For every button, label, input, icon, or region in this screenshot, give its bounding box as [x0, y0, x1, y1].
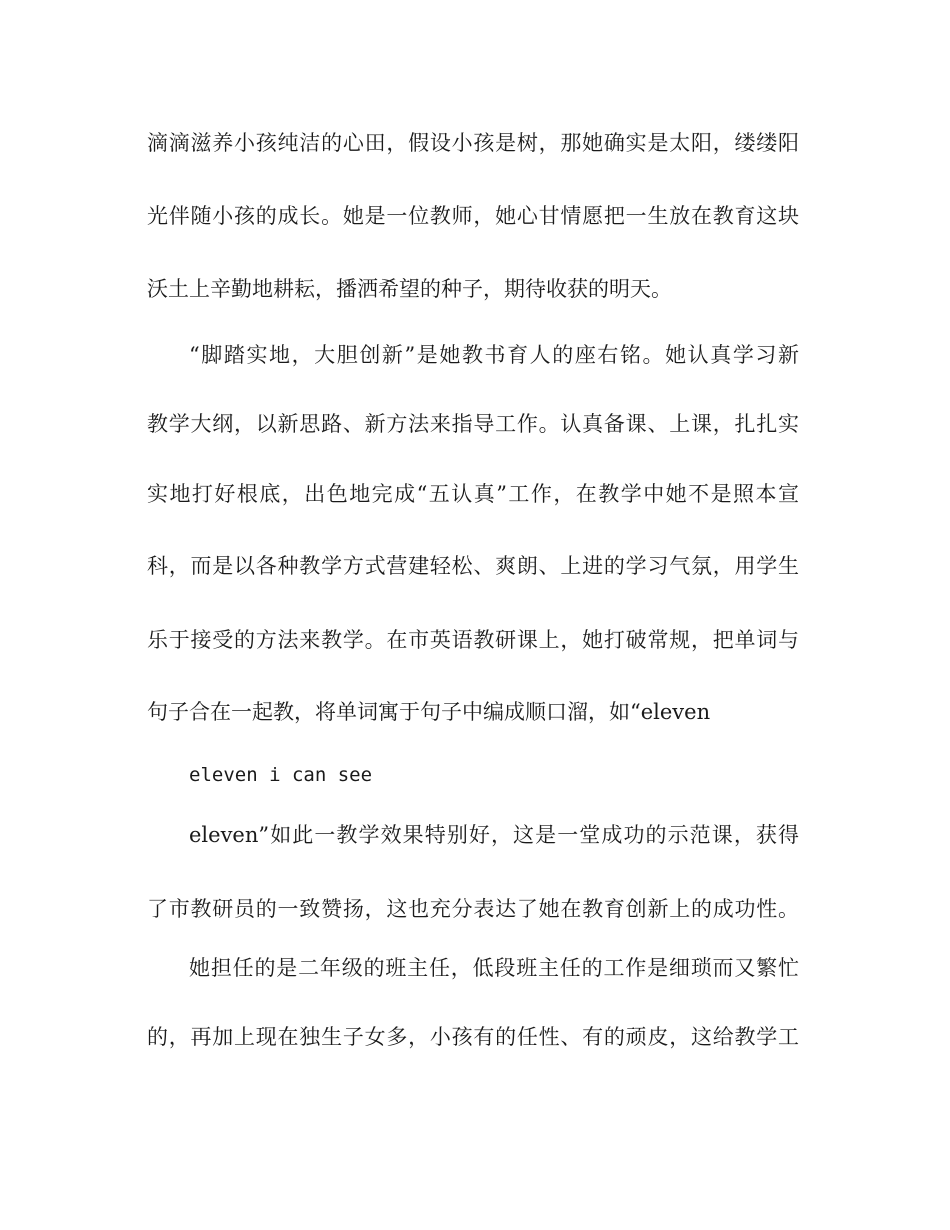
text-line: 滴滴滋养小孩纯洁的心田，假设小孩是树，那她确实是太阳，缕缕阳: [147, 131, 799, 155]
paragraph-start-line: 她担任的是二年级的班主任，低段班主任的工作是细琐而又繁忙: [189, 956, 799, 980]
text-line: 教学大纲，以新思路、新方法来指导工作。认真备课、上课，扎扎实: [147, 412, 799, 436]
text-line: 乐于接受的方法来教学。在市英语教研课上，她打破常规，把单词与: [147, 628, 799, 652]
text-line: 实地打好根底，出色地完成“五认真”工作，在教学中她不是照本宣: [147, 482, 799, 506]
text-line: 句子合在一起教，将单词寓于句子中编成顺口溜，如“eleven: [147, 700, 711, 724]
text-line: 沃土上辛勤地耕耘，播洒希望的种子，期待收获的明天。: [147, 277, 672, 301]
english-rhyme-line: eleven i can see: [189, 764, 373, 786]
text-line: 的，再加上现在独生子女多，小孩有的任性、有的顽皮，这给教学工: [147, 1025, 799, 1049]
text-line: eleven”如此一教学效果特别好，这是一堂成功的示范课，获得: [189, 823, 799, 847]
text-line: 了市教研员的一致赞扬，这也充分表达了她在教育创新上的成功性。: [147, 897, 799, 921]
text-line: 科，而是以各种教学方式营建轻松、爽朗、上进的学习气氛，用学生: [147, 554, 799, 578]
text-line: 光伴随小孩的成长。她是一位教师，她心甘情愿把一生放在教育这块: [147, 204, 799, 228]
paragraph-start-line: “脚踏实地，大胆创新”是她教书育人的座右铭。她认真学习新: [189, 343, 799, 367]
